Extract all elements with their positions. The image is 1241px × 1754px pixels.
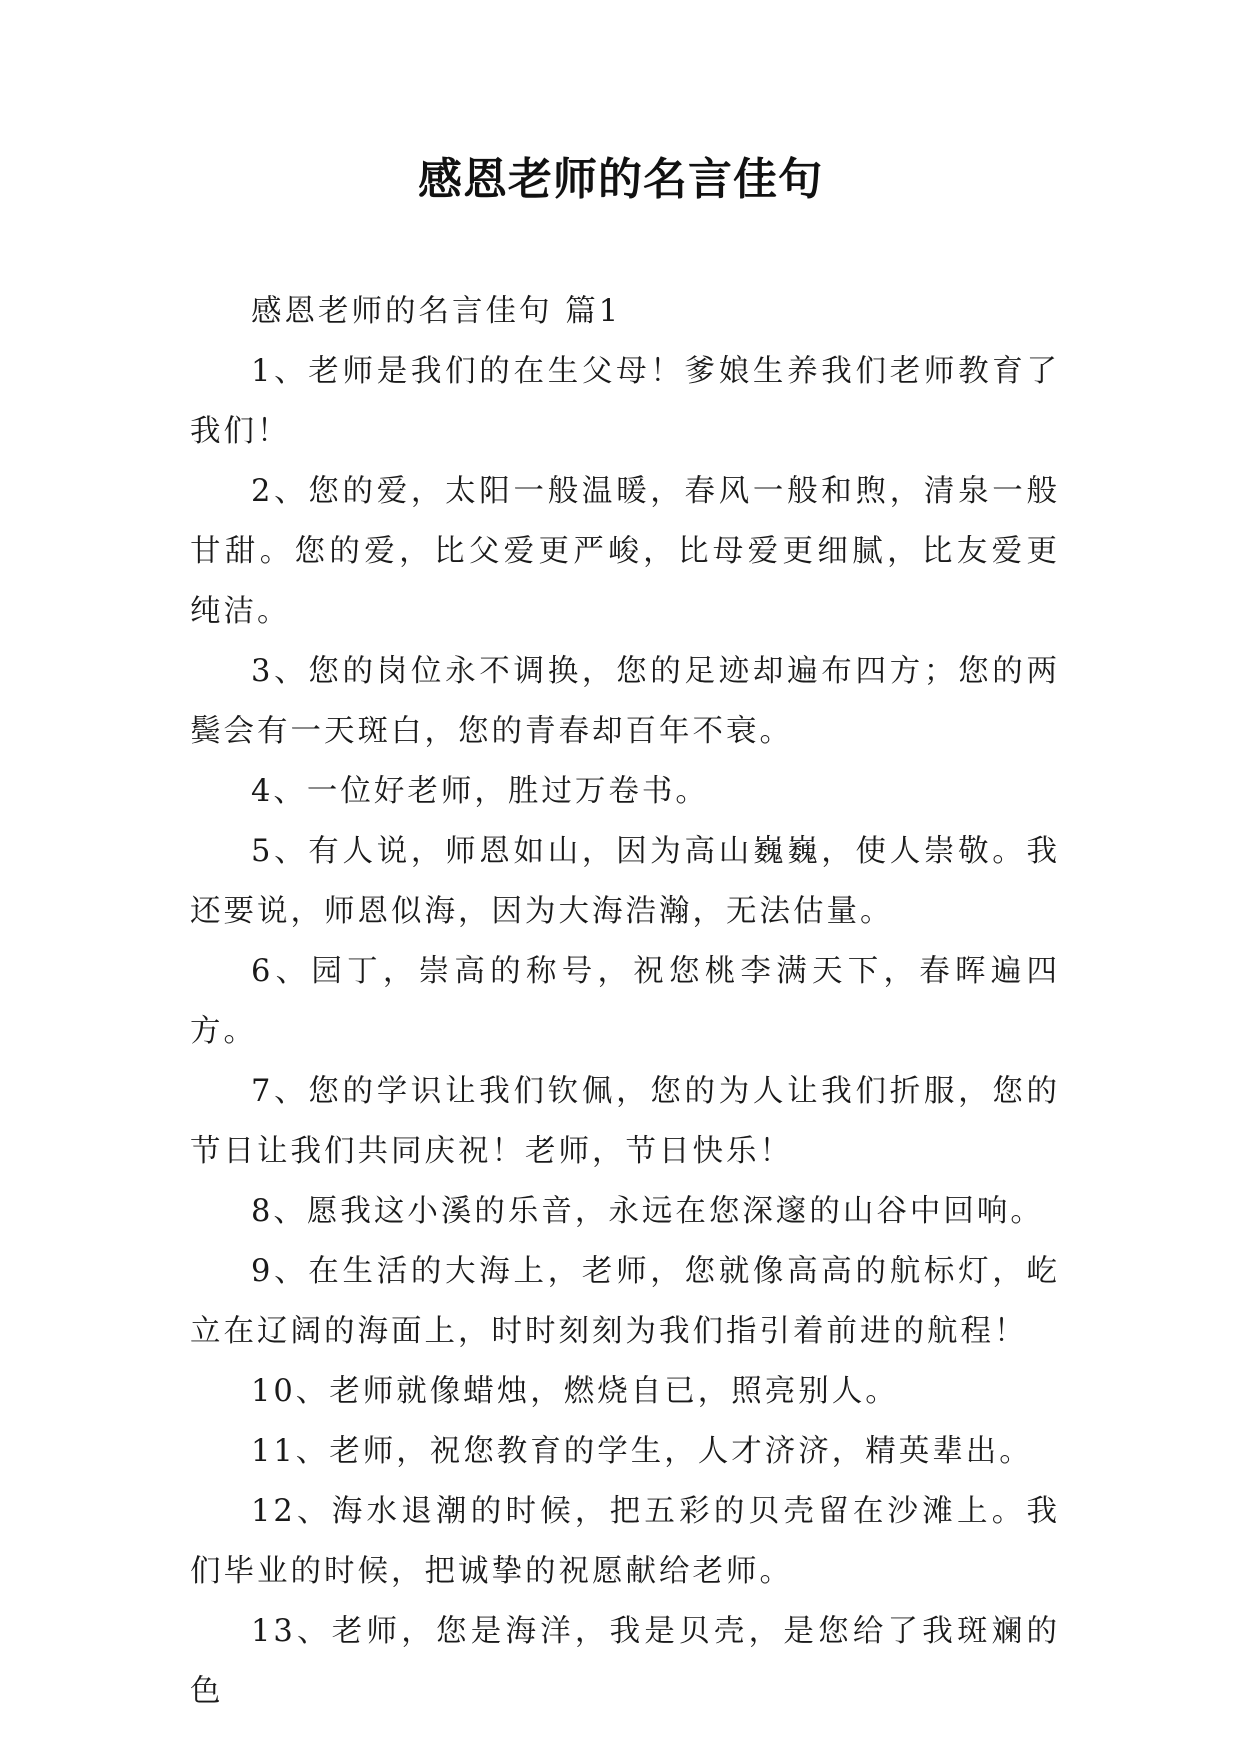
quote-paragraph-13: 13、老师，您是海洋，我是贝壳，是您给了我斑斓的色 — [190, 1614, 1060, 1709]
quote-paragraph-7: 7、您的学识让我们钦佩，您的为人让我们折服，您的节日让我们共同庆祝！老师，节日快乐！ — [190, 1074, 1060, 1169]
quote-paragraph-8: 8、愿我这小溪的乐音，永远在您深邃的山谷中回响。 — [251, 1194, 1044, 1229]
quote-paragraph-2: 2、您的爱，太阳一般温暖，春风一般和煦，清泉一般甘甜。您的爱，比父爱更严峻，比母爱更细腻，比友爱更纯洁。 — [190, 474, 1060, 629]
quote-paragraph-4: 4、一位好老师，胜过万卷书。 — [251, 774, 709, 809]
quote-paragraph-6: 6、园丁，崇高的称号，祝您桃李满天下，春晖遍四方。 — [190, 954, 1060, 1049]
document-body — [190, 282, 1060, 1722]
quote-paragraph-3: 3、您的岗位永不调换，您的足迹却遍布四方；您的两鬓会有一天斑白，您的青春却百年不衰。 — [190, 654, 1060, 749]
section-heading: 感恩老师的名言佳句 篇1 — [251, 294, 622, 329]
quote-paragraph-9: 9、在生活的大海上，老师，您就像高高的航标灯，屹立在辽阔的海面上，时时刻刻为我们指引着前进的航程！ — [190, 1254, 1060, 1349]
quote-paragraph-10: 10、老师就像蜡烛，燃烧自已，照亮别人。 — [251, 1374, 899, 1409]
quote-paragraph-5: 5、有人说，师恩如山，因为高山巍巍，使人崇敬。我还要说，师恩似海，因为大海浩瀚，无法估量。 — [190, 834, 1060, 929]
document-title: 感恩老师的名言佳句 — [418, 154, 823, 205]
quote-paragraph-1: 1、老师是我们的在生父母！爹娘生养我们老师教育了我们！ — [190, 354, 1060, 449]
quote-paragraph-11: 11、老师，祝您教育的学生，人才济济，精英辈出。 — [251, 1434, 1033, 1469]
quote-paragraph-12: 12、海水退潮的时候，把五彩的贝壳留在沙滩上。我们毕业的时候，把诚挚的祝愿献给老师。 — [190, 1494, 1060, 1589]
